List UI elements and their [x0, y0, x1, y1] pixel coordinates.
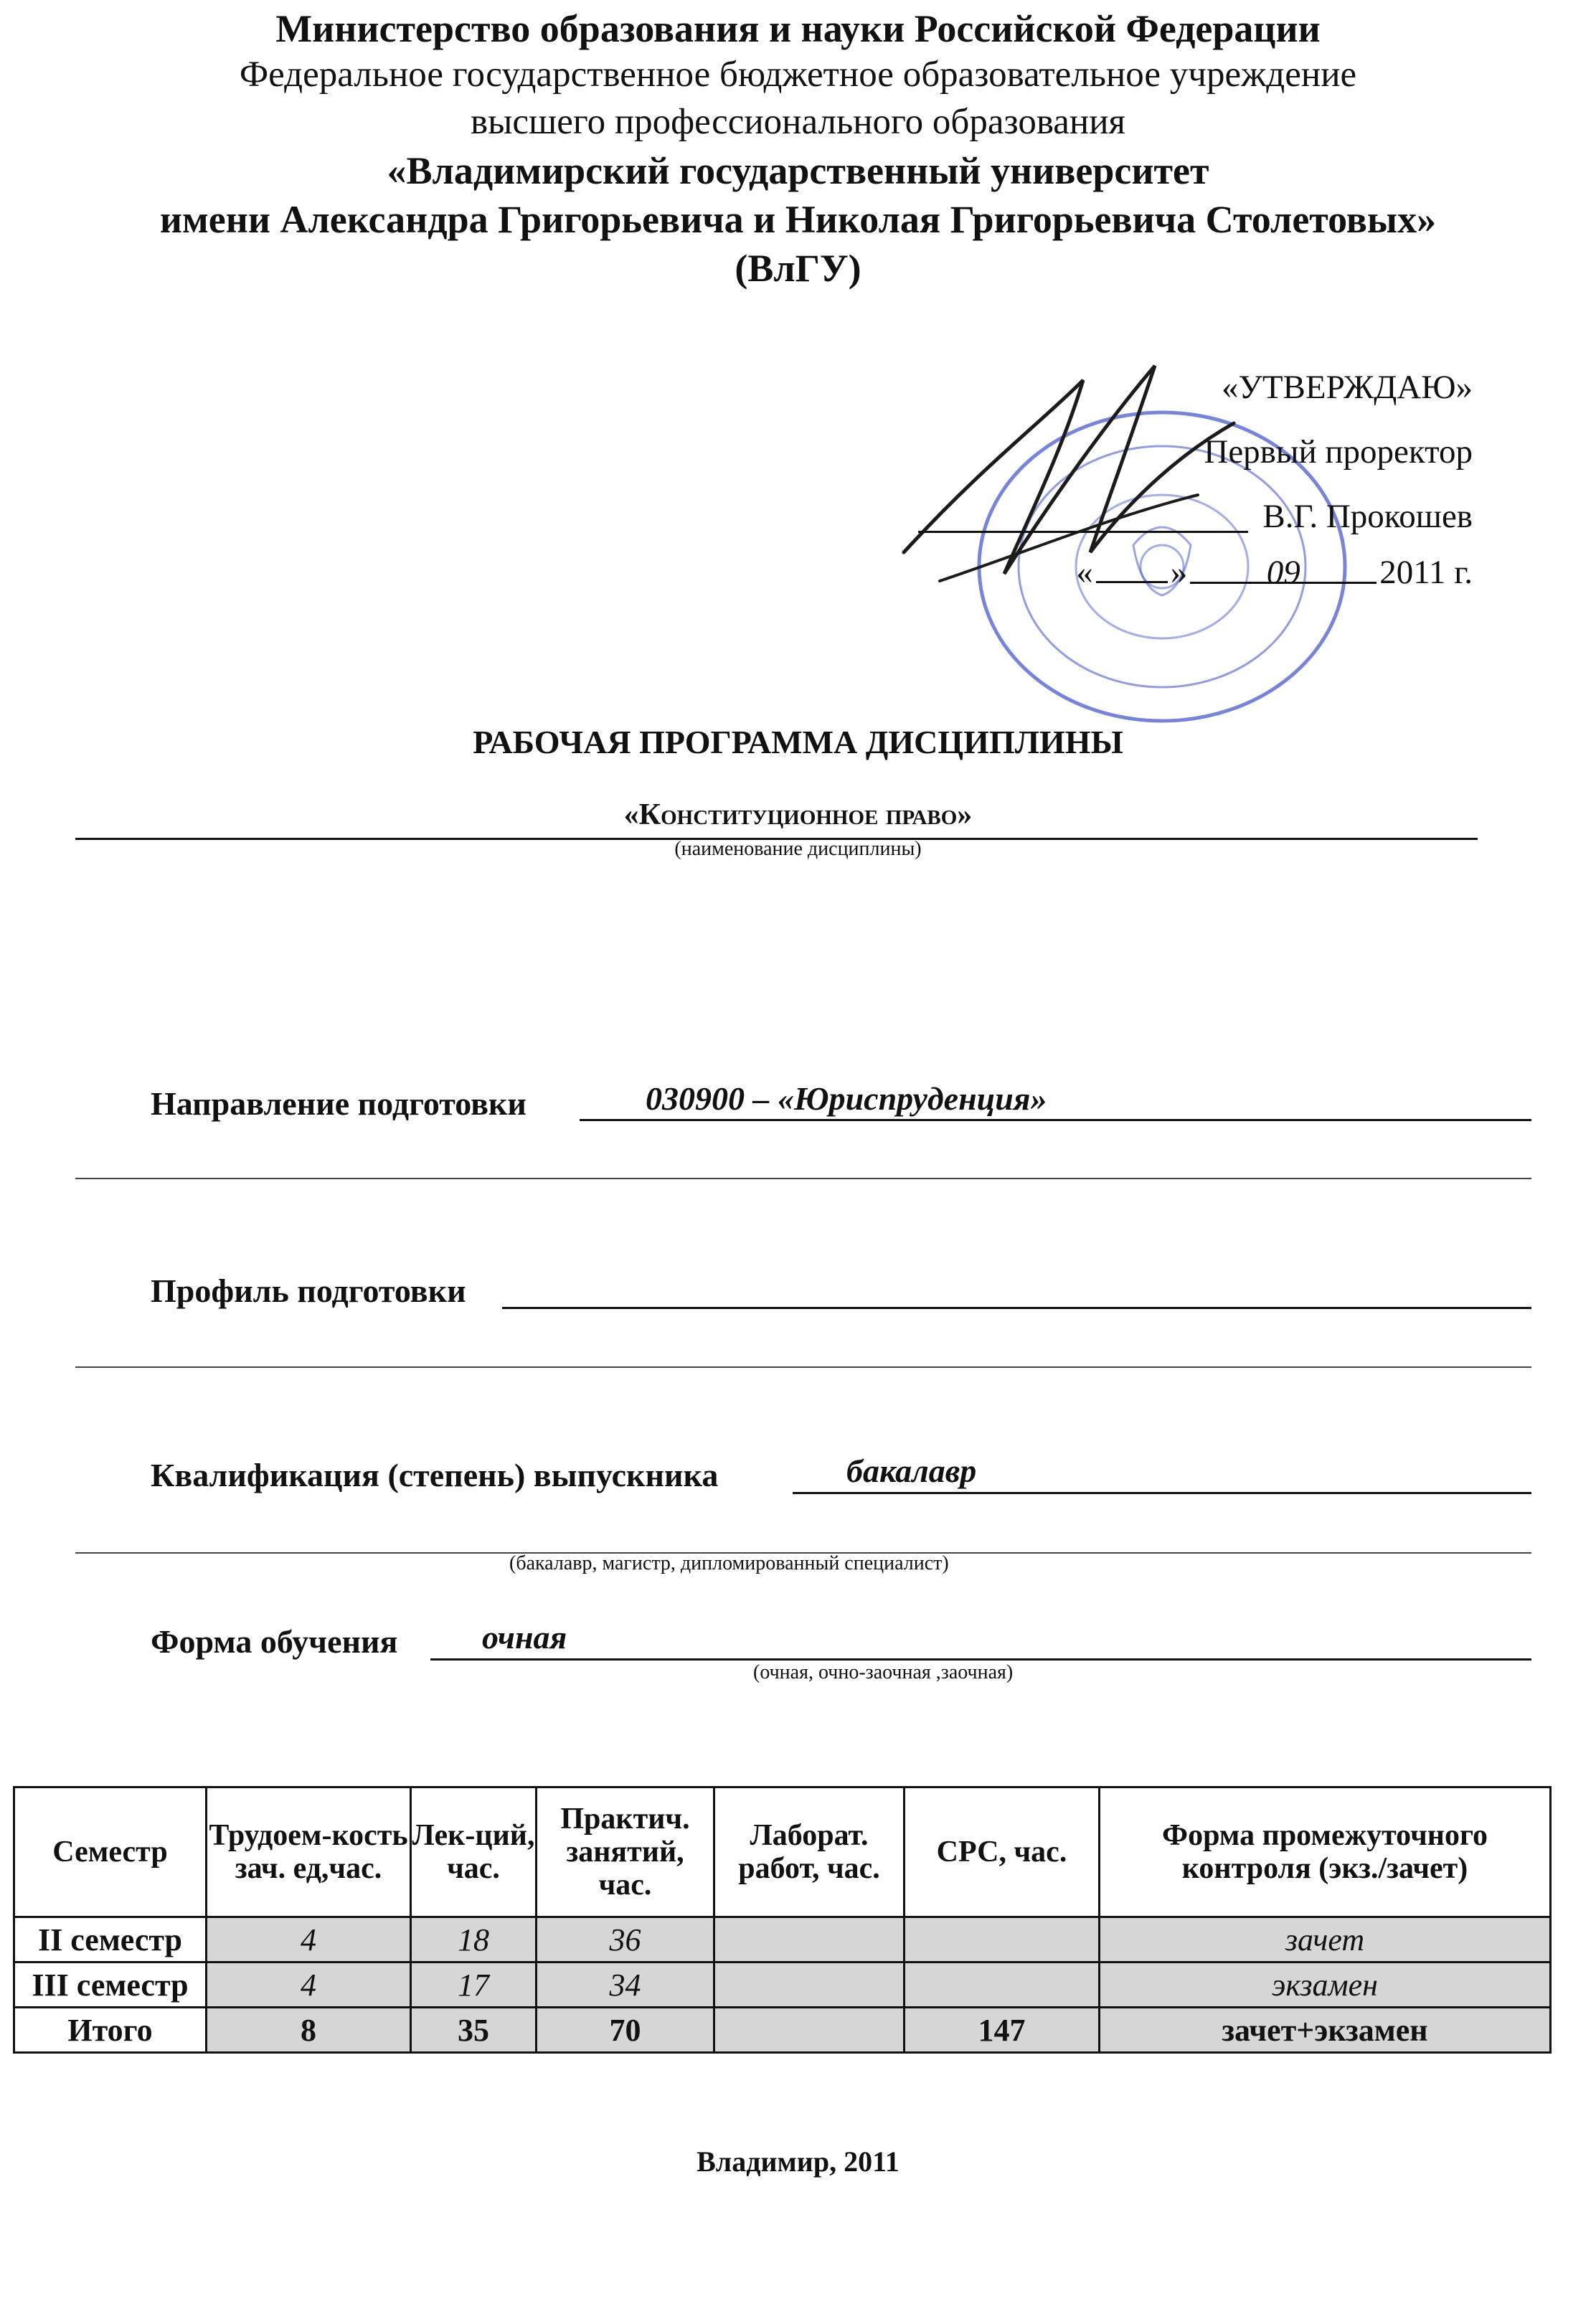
table-cell — [905, 1962, 1100, 2008]
column-header: Лек-ций, час. — [411, 1787, 537, 1917]
approver-position: Первый проректор — [1204, 433, 1473, 471]
table-cell: 18 — [411, 1917, 537, 1962]
table-cell — [905, 1917, 1100, 1962]
date-day-blank — [1096, 552, 1168, 583]
university-name-cont: имени Александра Григорьевича и Николая Григорьевича Столетовых» — [159, 198, 1437, 241]
table-total-row — [14, 2008, 1551, 2053]
date-quote-close: » — [1170, 554, 1188, 591]
table-cell — [714, 2008, 905, 2053]
profile-extra-line — [75, 1365, 1531, 1368]
university-name: «Владимирский государственный университет — [387, 149, 1209, 192]
table-row — [14, 1962, 1551, 2008]
table-row — [14, 1917, 1551, 1962]
table-cell: зачет — [1100, 1917, 1551, 1962]
table-cell: экзамен — [1100, 1962, 1551, 2008]
date-year: 2011 г. — [1379, 554, 1473, 591]
program-title: РАБОЧАЯ ПРОГРАММА ДИСЦИПЛИНЫ — [473, 724, 1123, 760]
study-form-hint: (очная, очно-заочная ,заочная) — [753, 1661, 1014, 1683]
profile-underline — [502, 1271, 1531, 1309]
table-cell: 34 — [537, 1962, 714, 2008]
table-cell: 70 — [537, 2008, 714, 2053]
approver-name: В.Г. Прокошев — [1262, 498, 1473, 535]
column-header: Лаборат. работ, час. — [714, 1787, 905, 1917]
table-cell: 17 — [411, 1962, 537, 2008]
ministry-name: Министерство образования и науки Российской Федерации — [275, 7, 1321, 50]
institution-type: Федеральное государственное бюджетное образовательное учреждение — [239, 55, 1357, 95]
qualification-hint: (бакалавр, магистр, дипломированный специалист) — [509, 1552, 949, 1574]
table-cell — [714, 1917, 905, 1962]
table-cell: 35 — [411, 2008, 537, 2053]
table-cell: 4 — [207, 1917, 411, 1962]
approval-heading: «УТВЕРЖДАЮ» — [1222, 369, 1473, 406]
date-month: 09 — [1190, 553, 1377, 584]
table-header-row — [14, 1787, 1551, 1917]
column-header: Форма промежуточного контроля (экз./зачет) — [1100, 1787, 1551, 1917]
table-cell: II семестр — [14, 1917, 207, 1962]
discipline-name: «Конституционное право» — [623, 798, 973, 831]
direction-extra-line — [75, 1176, 1531, 1179]
study-form-label: Форма обучения — [151, 1623, 398, 1660]
profile-label: Профиль подготовки — [151, 1272, 466, 1309]
education-level: высшего профессионального образования — [471, 102, 1125, 142]
table-cell: Итого — [14, 2008, 207, 2053]
discipline-hint: (наименование дисциплины) — [674, 838, 922, 860]
table-cell: 147 — [905, 2008, 1100, 2053]
table-cell: зачет+экзамен — [1100, 2008, 1551, 2053]
qualification-value: бакалавр — [846, 1452, 977, 1489]
date-quote-open: « — [1076, 554, 1093, 591]
table-cell — [714, 1962, 905, 2008]
column-header: Практич. занятий, час. — [537, 1787, 714, 1917]
column-header: Трудоем-кость зач. ед,час. — [207, 1787, 411, 1917]
direction-value: 030900 – «Юриспруденция» — [646, 1080, 1047, 1117]
table-cell: 4 — [207, 1962, 411, 2008]
university-abbr: (ВлГУ) — [735, 247, 861, 290]
city-year: Владимир, 2011 — [697, 2145, 899, 2178]
qualification-label: Квалификация (степень) выпускника — [151, 1457, 719, 1493]
signature-line — [918, 502, 1248, 533]
direction-label: Направление подготовки — [151, 1085, 527, 1122]
column-header: Семестр — [14, 1787, 207, 1917]
column-header: СРС, час. — [905, 1787, 1100, 1917]
study-form-underline — [430, 1622, 1531, 1661]
table-cell: III семестр — [14, 1962, 207, 2008]
hours-table — [13, 1786, 1552, 2054]
approval-date — [1076, 552, 1473, 592]
study-form-value: очная — [482, 1619, 567, 1655]
table-cell: 8 — [207, 2008, 411, 2053]
table-cell: 36 — [537, 1917, 714, 1962]
